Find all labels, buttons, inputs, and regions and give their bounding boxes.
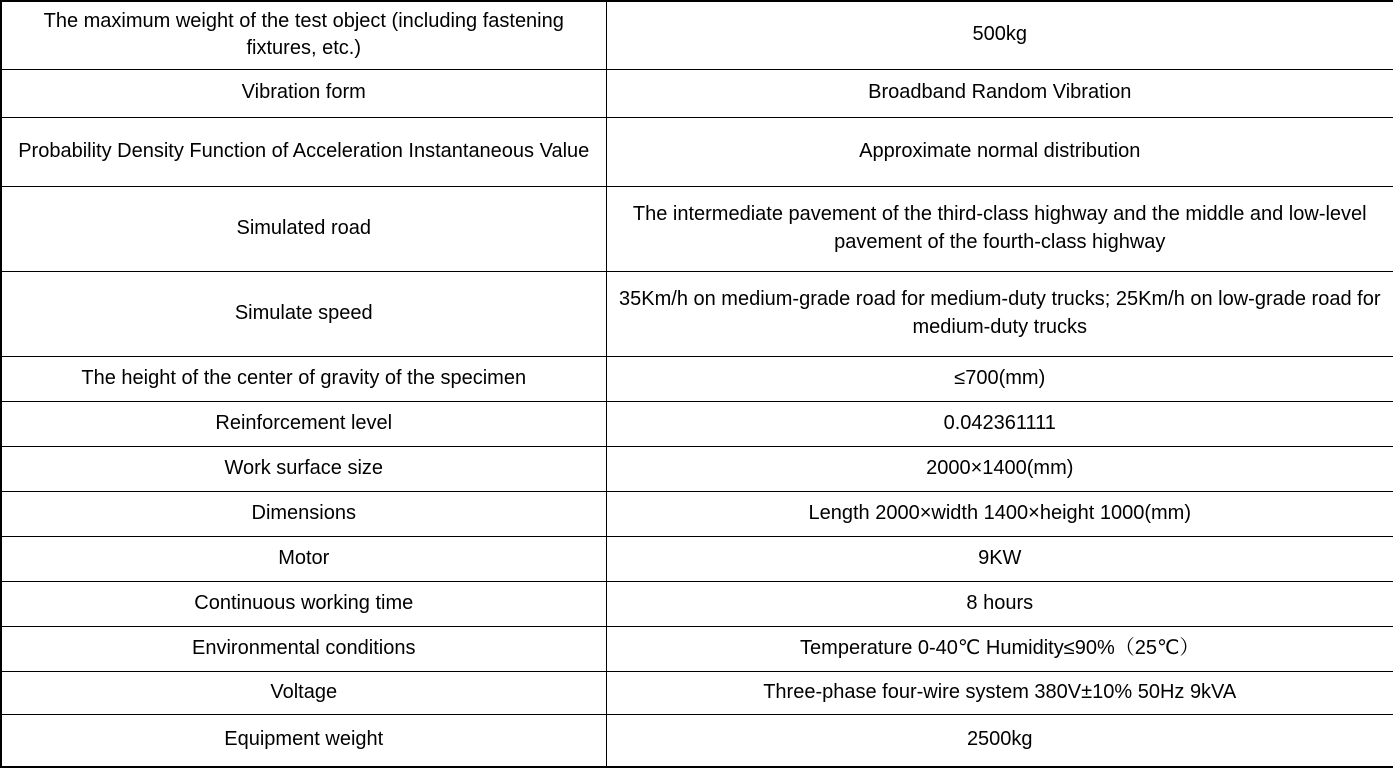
spec-label-cell: Environmental conditions xyxy=(1,626,606,671)
spec-label-cell: Continuous working time xyxy=(1,581,606,626)
spec-value-cell: Three-phase four-wire system 380V±10% 50Hz 9kVA xyxy=(606,671,1393,714)
spec-value-cell: Length 2000×width 1400×height 1000(mm) xyxy=(606,491,1393,536)
spec-value-cell: Approximate normal distribution xyxy=(606,117,1393,186)
table-row xyxy=(1,671,1393,714)
table-row xyxy=(1,714,1393,767)
table-row xyxy=(1,626,1393,671)
spec-value-cell: 2000×1400(mm) xyxy=(606,446,1393,491)
spec-value-cell: 2500kg xyxy=(606,714,1393,767)
table-row xyxy=(1,117,1393,186)
spec-label-cell: Work surface size xyxy=(1,446,606,491)
table-row xyxy=(1,69,1393,117)
spec-label-cell: The maximum weight of the test object (including fastening fixtures, etc.) xyxy=(1,1,606,69)
table-row xyxy=(1,536,1393,581)
spec-value-cell: Broadband Random Vibration xyxy=(606,69,1393,117)
spec-value-cell: 8 hours xyxy=(606,581,1393,626)
spec-table-body xyxy=(1,1,1393,767)
table-row xyxy=(1,446,1393,491)
table-row xyxy=(1,356,1393,401)
spec-label-cell: Voltage xyxy=(1,671,606,714)
table-row xyxy=(1,581,1393,626)
spec-value-cell: 35Km/h on medium-grade road for medium-duty trucks; 25Km/h on low-grade road for medium-duty trucks xyxy=(606,271,1393,356)
spec-value-cell: Temperature 0-40℃ Humidity≤90%（25℃） xyxy=(606,626,1393,671)
spec-label-cell: Motor xyxy=(1,536,606,581)
spec-label-cell: Dimensions xyxy=(1,491,606,536)
spec-label-cell: Reinforcement level xyxy=(1,401,606,446)
table-row xyxy=(1,401,1393,446)
table-row xyxy=(1,186,1393,271)
spec-value-cell: 0.042361111 xyxy=(606,401,1393,446)
spec-label-cell: The height of the center of gravity of the specimen xyxy=(1,356,606,401)
spec-value-cell: ≤700(mm) xyxy=(606,356,1393,401)
spec-label-cell: Simulated road xyxy=(1,186,606,271)
spec-label-cell: Equipment weight xyxy=(1,714,606,767)
spec-label-cell: Simulate speed xyxy=(1,271,606,356)
spec-value-cell: 500kg xyxy=(606,1,1393,69)
spec-label-cell: Vibration form xyxy=(1,69,606,117)
spec-value-cell: The intermediate pavement of the third-class highway and the middle and low-level pavement of the fourth-class highway xyxy=(606,186,1393,271)
spec-value-cell: 9KW xyxy=(606,536,1393,581)
spec-label-cell: Probability Density Function of Acceleration Instantaneous Value xyxy=(1,117,606,186)
table-row xyxy=(1,271,1393,356)
table-row xyxy=(1,491,1393,536)
table-row xyxy=(1,1,1393,69)
